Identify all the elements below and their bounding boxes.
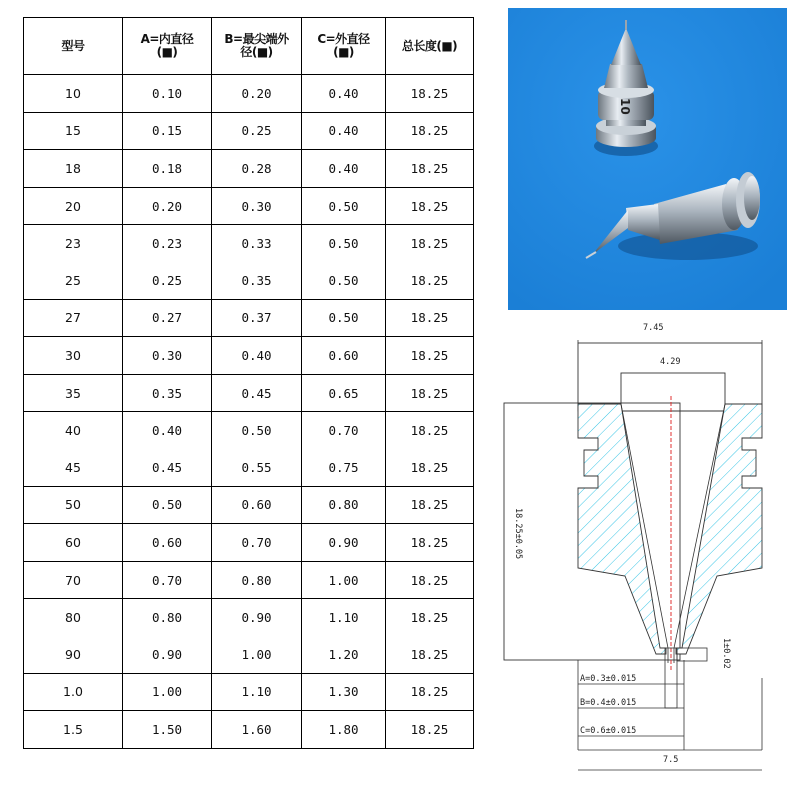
table-cell: 0.40 [302, 150, 386, 188]
product-photo [508, 8, 787, 310]
table-cell: 18.25 [386, 75, 474, 113]
table-row [24, 449, 474, 486]
table-cell: 60 [24, 524, 123, 562]
table-cell: 0.35 [212, 262, 302, 299]
table-row [24, 412, 474, 449]
table-row [24, 337, 474, 375]
table-row [24, 486, 474, 524]
table-cell: 0.37 [212, 299, 302, 337]
table-cell: 1.00 [302, 561, 386, 599]
photo-background [508, 8, 787, 310]
section-left-wall [578, 404, 666, 654]
table-cell: 25 [24, 262, 123, 299]
table-cell: 90 [24, 636, 123, 673]
total-length-label: 18.25±0.05 [513, 508, 523, 560]
table-cell: 1.50 [123, 711, 212, 749]
table-cell: 0.80 [123, 599, 212, 636]
table-cell: 0.15 [123, 112, 212, 150]
table-cell: 18.25 [386, 225, 474, 262]
top-width-label: 7.45 [643, 323, 664, 333]
table-cell: 1.10 [212, 673, 302, 711]
table-cell: 0.70 [123, 561, 212, 599]
table-cell: 0.70 [212, 524, 302, 562]
table-cell: 0.20 [123, 187, 212, 225]
table-cell: 18.25 [386, 599, 474, 636]
table-cell: 18.25 [386, 561, 474, 599]
table-row [24, 262, 474, 299]
table-cell: 0.60 [302, 337, 386, 375]
table-cell: 0.25 [123, 262, 212, 299]
table-row [24, 150, 474, 188]
inner-dimension-box [621, 373, 725, 411]
table-cell: 35 [24, 374, 123, 412]
table-cell: 0.18 [123, 150, 212, 188]
table-row [24, 225, 474, 262]
table-cell: 10 [24, 75, 123, 113]
table-cell: 18.25 [386, 524, 474, 562]
table-cell: 0.80 [302, 486, 386, 524]
table-body [24, 75, 474, 749]
table-cell: 1.30 [302, 673, 386, 711]
table-cell: 18.25 [386, 112, 474, 150]
dim-c-label: C=0.6±0.015 [580, 726, 637, 736]
table-cell: 18.25 [386, 299, 474, 337]
table-cell: 0.35 [123, 374, 212, 412]
table-cell: 0.50 [123, 486, 212, 524]
spec-table [23, 17, 474, 749]
table-cell: 30 [24, 337, 123, 375]
table-cell: 1.00 [123, 673, 212, 711]
table-cell: 40 [24, 412, 123, 449]
header-cell [123, 18, 212, 75]
dim-a-label: A=0.3±0.015 [580, 674, 637, 684]
table-row [24, 75, 474, 113]
table-cell: 0.27 [123, 299, 212, 337]
table-cell: 18.25 [386, 486, 474, 524]
top-dimension-box [578, 343, 762, 411]
table-cell: 18.25 [386, 449, 474, 486]
dim-b-label: B=0.4±0.015 [580, 698, 637, 708]
table-cell: 18.25 [386, 150, 474, 188]
table-row [24, 561, 474, 599]
table-cell: 1.60 [212, 711, 302, 749]
table-cell: 0.40 [123, 412, 212, 449]
table-cell: 23 [24, 225, 123, 262]
table-cell: 0.70 [302, 412, 386, 449]
table-cell: 0.28 [212, 150, 302, 188]
table-cell: 0.45 [123, 449, 212, 486]
table-row [24, 711, 474, 749]
table-cell: 15 [24, 112, 123, 150]
table-cell: 70 [24, 561, 123, 599]
header-cell [302, 18, 386, 75]
table-cell: 1.20 [302, 636, 386, 673]
table-row [24, 636, 474, 673]
header-line: A=内直径 [140, 32, 194, 46]
header-line: (■) [333, 45, 354, 59]
table-cell: 0.30 [123, 337, 212, 375]
base-width-label: 7.5 [663, 755, 679, 765]
table-row [24, 374, 474, 412]
header-line: 径(■) [240, 45, 273, 59]
table-cell: 0.40 [212, 337, 302, 375]
table-cell: 27 [24, 299, 123, 337]
table-cell: 18.25 [386, 187, 474, 225]
table-cell: 18.25 [386, 673, 474, 711]
inner-width-label: 4.29 [660, 357, 681, 367]
table-cell: 45 [24, 449, 123, 486]
table-cell: 18.25 [386, 337, 474, 375]
table-cell: 0.50 [302, 299, 386, 337]
table-cell: 80 [24, 599, 123, 636]
table-cell: 0.60 [212, 486, 302, 524]
table-cell: 0.80 [212, 561, 302, 599]
table-cell: 0.50 [302, 262, 386, 299]
header-line: 型号 [61, 38, 85, 53]
table-cell: 1.5 [24, 711, 123, 749]
table-cell: 0.50 [212, 412, 302, 449]
table-cell: 0.33 [212, 225, 302, 262]
table-cell: 18.25 [386, 374, 474, 412]
table-cell: 0.10 [123, 75, 212, 113]
table-cell: 0.65 [302, 374, 386, 412]
table-cell: 1.0 [24, 673, 123, 711]
table-cell: 18.25 [386, 711, 474, 749]
table-cell: 0.50 [302, 187, 386, 225]
header-cell [24, 18, 123, 75]
table-cell: 18.25 [386, 412, 474, 449]
table-cell: 20 [24, 187, 123, 225]
table-cell: 0.20 [212, 75, 302, 113]
table-cell: 1.00 [212, 636, 302, 673]
technical-drawing [500, 318, 800, 800]
table-row [24, 599, 474, 636]
table-cell: 0.60 [123, 524, 212, 562]
table-cell: 0.40 [302, 112, 386, 150]
table-row [24, 187, 474, 225]
header-line: (■) [156, 45, 178, 59]
table-cell: 0.40 [302, 75, 386, 113]
table-cell: 18 [24, 150, 123, 188]
table-row [24, 112, 474, 150]
table-cell: 0.90 [212, 599, 302, 636]
table-cell: 18.25 [386, 262, 474, 299]
table-cell: 0.55 [212, 449, 302, 486]
header-cell [386, 18, 474, 75]
header-line: 总长度(■) [401, 38, 458, 53]
table-cell: 0.30 [212, 187, 302, 225]
header-cell [212, 18, 302, 75]
table-cell: 0.45 [212, 374, 302, 412]
table-cell: 1.80 [302, 711, 386, 749]
table-cell: 0.50 [302, 225, 386, 262]
table-cell: 18.25 [386, 636, 474, 673]
table-cell: 1.10 [302, 599, 386, 636]
table-cell: 0.90 [302, 524, 386, 562]
table-cell: 0.25 [212, 112, 302, 150]
table-cell: 50 [24, 486, 123, 524]
nozzle-marking: 10 [618, 98, 632, 115]
table-cell: 0.23 [123, 225, 212, 262]
table-cell: 0.75 [302, 449, 386, 486]
header-line: C=外直径 [317, 32, 370, 46]
header-line: B=最尖端外 [224, 32, 289, 46]
header-row [24, 18, 474, 75]
table-cell: 0.90 [123, 636, 212, 673]
tip-length-label: 1±0.02 [721, 638, 731, 669]
table-row [24, 673, 474, 711]
table-row [24, 299, 474, 337]
table-row [24, 524, 474, 562]
section-right-wall [676, 404, 762, 654]
